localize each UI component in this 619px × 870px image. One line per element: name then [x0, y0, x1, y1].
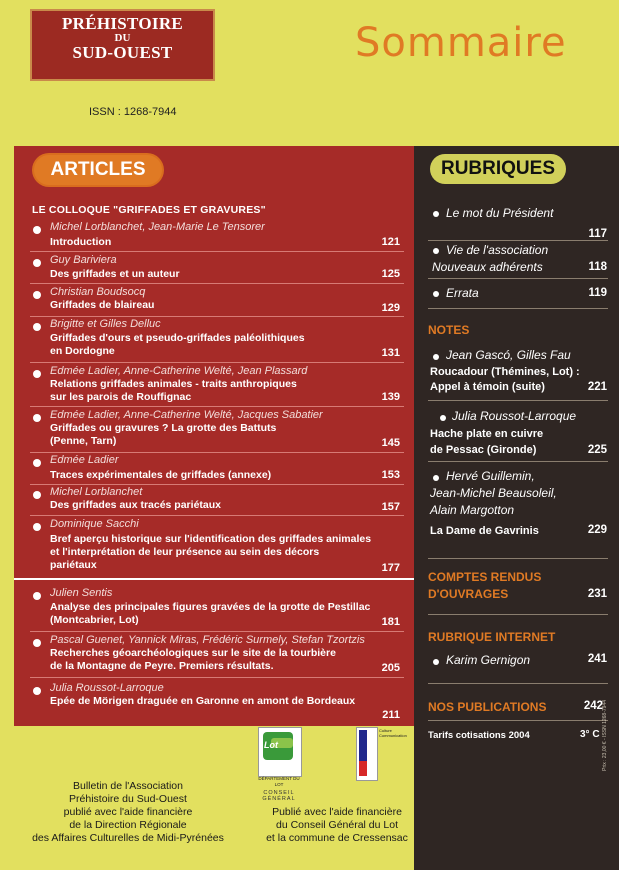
footer-right-line: du Conseil Général du Lot: [276, 819, 398, 831]
article-page: 145: [381, 437, 400, 449]
rubrique-page: 118: [588, 261, 607, 273]
logo-line-2: DU: [114, 32, 131, 44]
separator: [428, 720, 608, 721]
separator: [30, 631, 404, 632]
rubrique-item-cont: Nouveaux adhérents: [432, 260, 543, 274]
footer-left-line: Préhistoire du Sud-Ouest: [69, 793, 187, 805]
conseil-general-text: CONSEIL GÉNÉRAL: [262, 790, 296, 802]
article-title: Bref aperçu historique sur l'identification des griffades animales: [50, 533, 372, 545]
bullet-icon: [433, 354, 439, 360]
article-author: Edmée Ladier, Anne-Catherine Welté, Jacques Sabatier: [50, 409, 323, 421]
note-author: Julia Roussot-Larroque: [452, 409, 577, 423]
article-page: 205: [381, 662, 400, 674]
bullet-icon: [33, 370, 41, 378]
bullet-icon: [433, 211, 439, 217]
bullet-icon: [33, 491, 41, 499]
lot-caption: DÉPARTEMENT DU LOT: [258, 776, 300, 787]
rubrique-item: Le mot du Président: [446, 206, 554, 220]
separator: [30, 406, 404, 407]
rubrique-item: Errata: [446, 286, 479, 300]
separator: [30, 515, 404, 516]
section-title: LE COLLOQUE "GRIFFADES ET GRAVURES": [32, 204, 266, 216]
article-title: Griffades d'ours et pseudo-griffades paléolithiques: [50, 332, 305, 344]
article-page: 139: [381, 391, 400, 403]
separator: [428, 558, 608, 559]
article-author: Brigitte et Gilles Delluc: [50, 318, 161, 330]
lot-logo: [258, 727, 302, 777]
comptes-heading-cont: D'OUVRAGES: [428, 587, 509, 601]
separator: [30, 452, 404, 453]
bullet-icon: [33, 639, 41, 647]
article-author: Julien Sentis: [50, 587, 113, 599]
footer-left-line: Bulletin de l'Association: [73, 780, 183, 792]
internet-page: 241: [587, 653, 607, 665]
bullet-icon: [33, 414, 41, 422]
rubrique-page: 119: [588, 287, 607, 299]
footer-right-line: Publié avec l'aide financière: [272, 806, 402, 818]
note-page: 229: [587, 524, 607, 536]
footer-left-line: publié avec l'aide financière: [63, 806, 193, 818]
article-title: Griffades de blaireau: [50, 299, 155, 311]
article-title: Des griffades aux tracés pariétaux: [50, 499, 221, 511]
article-page: 181: [381, 616, 400, 628]
footer-left-line: de la Direction Régionale: [69, 819, 187, 831]
rubriques-heading: RUBRIQUES: [430, 154, 566, 184]
article-page: 177: [381, 562, 400, 574]
separator: [30, 677, 404, 678]
article-title-cont: (Penne, Tarn): [50, 435, 117, 447]
publications-heading: NOS PUBLICATIONS: [428, 700, 547, 714]
section-divider: [14, 578, 414, 580]
rubrique-item: Vie de l'association: [446, 243, 549, 257]
bullet-icon: [433, 475, 439, 481]
note-title: La Dame de Gavrinis: [430, 525, 539, 537]
publications-page: 242: [583, 700, 603, 712]
note-author: Hervé Guillemin,: [446, 469, 535, 483]
footer-left-line: des Affaires Culturelles de Midi-Pyrénées: [32, 832, 224, 844]
note-title: Roucadour (Thémines, Lot) :: [430, 366, 580, 378]
article-title: Relations griffades animales - traits anthropiques: [50, 378, 297, 390]
article-author: Julia Roussot-Larroque: [50, 682, 164, 694]
internet-heading: RUBRIQUE INTERNET: [428, 630, 556, 644]
page-title: Sommaire: [355, 20, 567, 66]
article-author: Edmée Ladier, Anne-Catherine Welté, Jean Plassard: [50, 365, 308, 377]
comptes-page: 231: [587, 588, 607, 600]
footer-left: [16, 780, 240, 845]
bullet-icon: [433, 659, 439, 665]
article-author: Christian Boudsocq: [50, 286, 146, 298]
article-page: 125: [381, 268, 400, 280]
bullet-icon: [433, 291, 439, 297]
separator: [30, 484, 404, 485]
article-author: Dominique Sacchi: [50, 518, 139, 530]
separator: [428, 683, 608, 684]
note-author: Jean Gascó, Gilles Fau: [446, 348, 571, 362]
note-title: Hache plate en cuivre: [430, 428, 544, 440]
bullet-icon: [33, 226, 41, 234]
article-title: Introduction: [50, 236, 112, 248]
culture-caption: Culture Communication: [379, 728, 407, 738]
bullet-icon: [33, 523, 41, 531]
bullet-icon: [33, 592, 41, 600]
article-title: Des griffades et un auteur: [50, 268, 180, 280]
bullet-icon: [433, 248, 439, 254]
note-author-cont: Alain Margotton: [430, 503, 515, 517]
issn: ISSN : 1268-7944: [89, 106, 177, 118]
article-title-cont: de la Montagne de Peyre. Premiers résultats.: [50, 660, 274, 672]
article-page: 131: [381, 347, 400, 359]
culture-logo-red: [359, 761, 367, 776]
note-page: 221: [587, 381, 607, 393]
lot-logo-text: Lot: [264, 740, 278, 750]
article-title-cont: en Dordogne: [50, 345, 115, 357]
separator: [428, 240, 608, 241]
separator: [428, 614, 608, 615]
journal-logo: [30, 9, 215, 81]
article-author: Michel Lorblanchet, Jean-Marie Le Tensorer: [50, 221, 265, 233]
barcode-text: Prix : 23,00 € - ISSN 1268-7944: [602, 700, 608, 771]
note-title-cont: Appel à témoin (suite): [430, 381, 545, 393]
article-title-cont: (Montcabrier, Lot): [50, 614, 139, 626]
bullet-icon: [33, 259, 41, 267]
bullet-icon: [33, 687, 41, 695]
article-author: Guy Bariviera: [50, 254, 117, 266]
article-author: Michel Lorblanchet: [50, 486, 143, 498]
bullet-icon: [33, 291, 41, 299]
internet-author: Karim Gernigon: [446, 653, 531, 667]
article-page: 153: [381, 469, 400, 481]
comptes-heading: COMPTES RENDUS: [428, 570, 542, 584]
rubrique-page: 117: [588, 228, 607, 240]
article-author: Pascal Guenet, Yannick Miras, Frédéric Surmely, Stefan Tzortzis: [50, 634, 365, 646]
separator: [30, 362, 404, 363]
article-title-cont: et l'interprétation de leur présence au sein des décors: [50, 546, 320, 558]
tarifs-label: Tarifs cotisations 2004: [428, 730, 530, 741]
article-page: 157: [381, 501, 400, 513]
note-title-cont: de Pessac (Gironde): [430, 444, 537, 456]
note-page: 225: [587, 444, 607, 456]
article-author: Edmée Ladier: [50, 454, 119, 466]
separator: [428, 461, 608, 462]
article-page: 121: [381, 236, 400, 248]
note-author-cont: Jean-Michel Beausoleil,: [430, 486, 557, 500]
article-title-cont: sur les parois de Rouffignac: [50, 391, 192, 403]
article-page: 211: [382, 709, 400, 721]
article-title: Recherches géoarchéologiques sur le site de la tourbière: [50, 647, 336, 659]
logo-line-1: PRÉHISTOIRE: [61, 14, 184, 33]
article-title: Griffades ou gravures ? La grotte des Battuts: [50, 422, 277, 434]
bullet-icon: [440, 415, 446, 421]
tarifs-price: 3° C: [580, 729, 600, 740]
notes-heading: NOTES: [428, 323, 470, 337]
article-title: Analyse des principales figures gravées de la grotte de Pestillac: [50, 601, 371, 613]
culture-logo: [356, 727, 378, 781]
logo-line-3: SUD-OUEST: [72, 43, 173, 62]
separator: [428, 278, 608, 279]
separator: [30, 283, 404, 284]
article-title-cont: pariétaux: [50, 559, 97, 571]
article-title: Traces expérimentales de griffades (annexe): [50, 469, 272, 481]
article-page: 129: [381, 302, 400, 314]
bullet-icon: [33, 459, 41, 467]
articles-heading: ARTICLES: [34, 155, 162, 185]
bullet-icon: [33, 323, 41, 331]
separator: [30, 316, 404, 317]
footer-right: [252, 806, 422, 845]
separator: [30, 251, 404, 252]
separator: [428, 400, 608, 401]
separator: [428, 308, 608, 309]
footer-right-line: et la commune de Cressensac: [266, 832, 408, 844]
article-title: Epée de Mörigen draguée en Garonne en amont de Bordeaux: [50, 695, 356, 707]
